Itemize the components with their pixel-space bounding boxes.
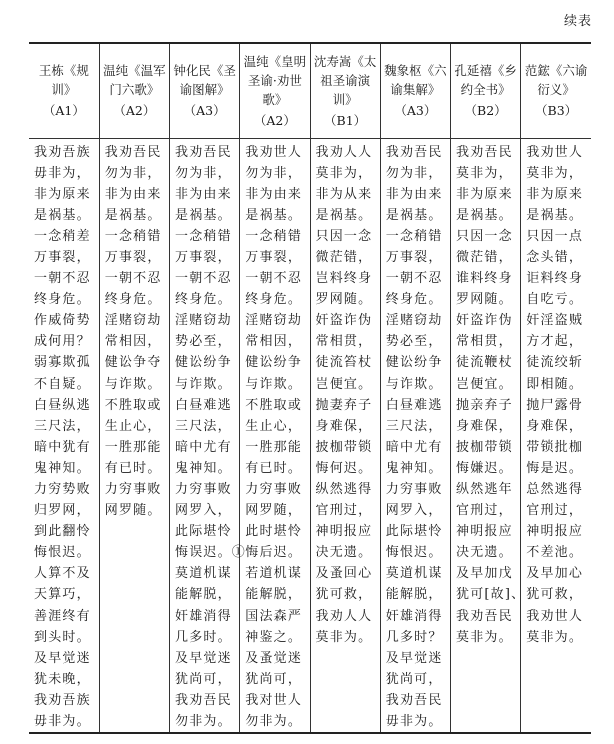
text-line: 犹尚可， — [245, 671, 303, 687]
text-line: 抛尸露骨 — [526, 397, 584, 413]
text-line: 万事裂， — [175, 249, 232, 265]
text-line: 我劝世人 — [526, 144, 584, 160]
column-code: （A1） — [42, 103, 85, 119]
text-line: 决无遗。 — [456, 545, 513, 561]
column-text — [521, 138, 591, 733]
text-line: 带锁批枷 — [526, 439, 584, 455]
text-line: 一朝不忍 — [245, 271, 303, 287]
text-line: 微茫错， — [315, 249, 373, 265]
text-line: 披枷带锁 — [315, 439, 373, 455]
text-line: 是祸基。 — [245, 207, 303, 223]
column-title: 温纯《皇明圣谕·劝世歌》 — [243, 53, 307, 107]
text-line: 官刑过， — [526, 503, 584, 519]
text-line: 力穷势败 — [34, 482, 91, 497]
text-line: 纵然逃年 — [456, 482, 513, 497]
text-line: 身难保， — [456, 418, 513, 434]
text-line: 几多时？ — [385, 629, 443, 645]
text-line: 纵然逃得 — [315, 482, 373, 497]
text-line: 白昼难逃 — [175, 397, 232, 413]
text-line: 终身危。 — [104, 292, 162, 308]
column-header — [99, 43, 169, 138]
column-header — [451, 43, 521, 138]
column-title: 孔延禧《乡约全书》 — [454, 63, 517, 98]
text-line: 一朝不忍 — [34, 271, 91, 287]
column-text — [29, 138, 99, 733]
text-line: 悔何迟。 — [315, 460, 373, 476]
text-line: 犹可救， — [526, 587, 584, 603]
text-line: 莫非为。 — [456, 629, 513, 645]
column-code: （B1） — [324, 112, 367, 128]
text-line: 与诈欺。 — [245, 376, 303, 392]
text-line: 三尺法， — [175, 418, 232, 434]
text-line: 抛亲弃子 — [456, 397, 513, 413]
text-line: 只因一点 — [526, 228, 584, 244]
text-line: 悔恨迟。 — [34, 545, 91, 561]
column-header — [170, 43, 240, 138]
text-line: 莫非为， — [315, 165, 373, 181]
column-text — [380, 138, 450, 733]
text-line: 一念稍错 — [104, 228, 162, 244]
text-line: 神明报应 — [526, 524, 584, 540]
text-line: 生止心， — [104, 418, 162, 434]
text-line: 终身危。 — [34, 292, 91, 308]
text-line: 淫赌窃劫 — [385, 313, 443, 329]
text-line: 罗网随。 — [456, 292, 513, 308]
text-line: 成何用？ — [34, 334, 91, 350]
text-line: 犹尚可， — [175, 671, 232, 687]
text-line: 不差池。 — [526, 545, 584, 561]
text-line: 势必至， — [385, 334, 443, 350]
text-line: 一胜那能 — [104, 439, 162, 455]
text-line: 一念稍错 — [245, 228, 303, 244]
text-line: 有已时。 — [245, 460, 303, 476]
text-line: 非为由来 — [385, 186, 443, 202]
text-line: 终身危。 — [175, 292, 232, 308]
text-line: 讵料终身 — [526, 271, 584, 287]
text-line: 暗中尤有 — [385, 439, 443, 455]
text-line: 是祸基。 — [526, 207, 584, 223]
comparison-table — [29, 42, 591, 734]
text-line: 国法森严 — [245, 608, 303, 624]
text-line: 健讼纷争 — [245, 355, 303, 371]
text-line: 健讼争夺 — [104, 355, 162, 371]
text-line: 一胜那能 — [245, 439, 303, 455]
column-header — [310, 43, 380, 138]
text-line: 谁料终身 — [456, 271, 513, 287]
text-line: 鬼神知。 — [385, 460, 443, 476]
text-line: 终身危。 — [245, 292, 303, 308]
text-line: 我劝人人 — [315, 608, 373, 624]
column-code: （A2） — [113, 103, 156, 119]
text-line: 官刑过， — [315, 503, 373, 519]
column-header — [380, 43, 450, 138]
text-line: 勿为非， — [385, 165, 443, 181]
text-line: 常相因， — [104, 334, 162, 350]
text-line: 徒流绞斩 — [526, 355, 584, 371]
column-title: 范鋐《六谕衍义》 — [524, 63, 588, 98]
text-line: 淫赌窃劫 — [245, 313, 303, 329]
text-line: 淫赌窃劫 — [175, 313, 232, 329]
text-line: 一朝不忍 — [175, 271, 232, 287]
text-line: 终身危。 — [385, 292, 443, 308]
text-line: 奸盗诈伪 — [315, 313, 373, 329]
text-line: 与诈欺。 — [175, 376, 232, 392]
text-line: 神明报应 — [315, 524, 373, 540]
text-line: 淫赌窃劫 — [104, 313, 162, 329]
text-line: 奸盗诈伪 — [456, 313, 513, 329]
text-line: 我劝世人 — [245, 144, 303, 160]
text-line: 鬼神知。 — [34, 460, 91, 476]
text-line: 此时堪怜 — [245, 524, 303, 540]
column-text — [451, 138, 526, 733]
text-line: 能解脱， — [385, 587, 443, 603]
text-line: 与诈欺。 — [385, 376, 443, 392]
text-line: 及早加心 — [526, 566, 584, 582]
text-line: 非为由来 — [175, 186, 232, 202]
text-line: 到头时。 — [34, 629, 91, 645]
text-line: 犹未晚， — [34, 671, 91, 687]
text-line: 即相随。 — [526, 376, 584, 392]
text-line: 奸雄消得 — [385, 608, 443, 624]
text-line: 非为原来 — [526, 186, 584, 202]
text-line: 莫非为， — [526, 165, 584, 181]
text-line: 是祸基。 — [34, 207, 91, 223]
text-line: 非为由来 — [245, 186, 303, 202]
header-row — [29, 43, 591, 138]
text-line: 及蚤回心 — [315, 566, 373, 582]
text-line: 自吃亏。 — [526, 292, 584, 308]
text-line: 身难保， — [526, 418, 584, 434]
text-line: 罗网随。 — [315, 292, 373, 308]
text-line: 三尺法， — [34, 418, 91, 434]
text-line: 奸淫盗贼 — [526, 313, 584, 329]
text-line: 非为原来 — [456, 186, 513, 202]
column-text — [240, 138, 310, 733]
text-line: 总然逃得 — [526, 482, 584, 497]
text-line: 勿非为。 — [245, 714, 303, 730]
text-line: 非为原来 — [34, 186, 91, 202]
text-line: 我劝吾民 — [456, 608, 513, 624]
text-line: 白昼难逃 — [385, 397, 443, 413]
column-title: 温纯《温军门六歌》 — [103, 63, 166, 98]
text-line: 神明报应 — [456, 524, 513, 540]
text-line: 犹尚可， — [385, 671, 443, 687]
text-line: 决无遗。 — [315, 545, 373, 561]
text-line: 悔嫌迟。 — [456, 460, 513, 476]
text-line: 岂便宜。 — [315, 376, 373, 392]
text-line: 抛妻弃子 — [315, 397, 373, 413]
text-line: 悔后迟。 — [245, 545, 303, 561]
text-line: 网罗入， — [385, 503, 443, 519]
text-line: 天算巧， — [34, 587, 91, 603]
text-line: 徒流笞杖 — [315, 355, 373, 371]
column-text — [170, 138, 247, 733]
text-line: 岂便宜。 — [456, 376, 513, 392]
text-line: 常相贯， — [315, 334, 373, 350]
text-line: 犹可[故]、 — [456, 587, 526, 603]
text-line: 力穷事败 — [175, 482, 232, 497]
text-line: 岂料终身 — [315, 271, 373, 287]
text-line: 一念稍错 — [385, 228, 443, 244]
text-line: 莫非为。 — [315, 629, 373, 645]
text-line: 悔恨迟。 — [385, 545, 443, 561]
text-line: 是祸基。 — [456, 207, 513, 223]
column-text — [99, 138, 169, 733]
text-line: 归罗网， — [34, 503, 91, 519]
text-line: 毋非为。 — [385, 714, 443, 730]
text-line: 到此翻怜 — [34, 524, 91, 540]
text-line: 及早觉迷 — [34, 650, 91, 666]
text-line: 善涯终有 — [34, 608, 91, 624]
text-line: 我劝吾族 — [34, 692, 91, 708]
text-line: 鬼神知。 — [175, 460, 232, 476]
text-line: 生止心， — [245, 418, 303, 434]
text-line: 是祸基。 — [175, 207, 232, 223]
text-line: 势必至， — [175, 334, 232, 350]
text-line: 方才起， — [526, 334, 584, 350]
column-code: （A3） — [183, 103, 226, 119]
text-line: 与诈欺。 — [104, 376, 162, 392]
text-line: 犹可救， — [315, 587, 373, 603]
text-line: 悔是迟。 — [526, 460, 584, 476]
text-line: 力穷事败 — [385, 482, 443, 497]
text-line: 我劝吾民 — [456, 144, 513, 160]
column-code: （A3） — [394, 103, 437, 119]
text-line: 我劝世人 — [526, 608, 584, 624]
text-line: 网罗随。 — [104, 503, 162, 519]
text-line: 弱寡欺孤 — [34, 355, 91, 371]
column-code: （B2） — [464, 103, 507, 119]
text-line: 万事裂， — [34, 249, 91, 265]
text-line: 勿为非， — [104, 165, 162, 181]
text-line: 非为由来 — [104, 186, 162, 202]
text-line: 能解脱， — [175, 587, 232, 603]
text-line: 网罗随， — [245, 503, 303, 519]
text-line: 常相因， — [245, 334, 303, 350]
text-line: 不胜取或 — [245, 397, 303, 413]
text-line: 身难保， — [315, 418, 373, 434]
column-header — [29, 43, 99, 138]
text-line: 我劝吾民 — [175, 144, 232, 160]
text-line: 一朝不忍 — [104, 271, 162, 287]
text-line: 健讼纷争 — [175, 355, 232, 371]
text-line: 暗中犹有 — [34, 439, 91, 455]
text-line: 悔误迟。① — [175, 545, 247, 561]
text-line: 莫道机谋 — [385, 566, 443, 582]
text-line: 是祸基。 — [315, 207, 373, 223]
text-line: 常相贯， — [456, 334, 513, 350]
text-line: 不胜取或 — [104, 397, 162, 413]
text-line: 毋非为， — [34, 165, 91, 181]
text-line: 非为从来 — [315, 186, 373, 202]
text-line: 我劝人人 — [315, 144, 373, 160]
text-line: 只因一念 — [456, 228, 513, 244]
text-line: 只因一念 — [315, 228, 373, 244]
column-title: 钟化民《圣谕图解》 — [173, 63, 236, 98]
column-title: 魏象枢《六谕集解》 — [384, 63, 447, 98]
text-line: 我对世人 — [245, 692, 303, 708]
text-line: 勿为非， — [245, 165, 303, 181]
text-line: 微茫错， — [456, 249, 513, 265]
text-line: 勿为非， — [175, 165, 232, 181]
text-line: 健讼纷争 — [385, 355, 443, 371]
text-line: 力穷事败 — [104, 482, 162, 497]
column-code: （B3） — [535, 103, 578, 119]
text-line: 一念稍差 — [34, 228, 91, 244]
text-line: 是祸基。 — [104, 207, 162, 223]
text-line: 我劝吾民 — [175, 692, 232, 708]
text-line: 三尺法， — [385, 418, 443, 434]
text-line: 我劝吾民 — [385, 144, 443, 160]
column-header — [240, 43, 310, 138]
text-line: 我劝吾民 — [104, 144, 162, 160]
text-line: 莫非为， — [456, 165, 513, 181]
text-line: 及蚤觉迷 — [245, 650, 303, 666]
column-text — [310, 138, 380, 733]
text-line: 莫非为。 — [526, 629, 584, 645]
text-line: 奸雄消得 — [175, 608, 232, 624]
text-line: 徒流鞭杖 — [456, 355, 513, 371]
text-line: 神鉴之。 — [245, 629, 303, 645]
text-line: 此际堪怜 — [175, 524, 232, 540]
column-header — [521, 43, 591, 138]
text-line: 若道机谋 — [245, 566, 303, 582]
text-line: 一朝不忍 — [385, 271, 443, 287]
text-line: 万事裂， — [104, 249, 162, 265]
text-line: 作威倚势 — [34, 313, 91, 329]
column-title: 沈寿嵩《太祖圣谕演训》 — [313, 53, 377, 107]
text-line: 是祸基。 — [385, 207, 443, 223]
text-line: 几多时。 — [175, 629, 232, 645]
text-line: 我劝吾民 — [385, 692, 443, 708]
text-line: 披枷带锁 — [456, 439, 513, 455]
text-line: 我劝吾族 — [34, 144, 91, 160]
text-line: 有已时。 — [104, 460, 162, 476]
text-line: 毋非为。 — [34, 714, 91, 730]
text-line: 一念稍错 — [175, 228, 232, 244]
text-line: 官刑过， — [456, 503, 513, 519]
text-line: 万事裂， — [245, 249, 303, 265]
text-line: 勿非为。 — [175, 714, 232, 730]
text-line: 能解脱， — [245, 587, 303, 603]
text-line: 力穷事败 — [245, 482, 303, 497]
text-line: 及早觉迷 — [385, 650, 443, 666]
text-line: 莫道机谋 — [175, 566, 232, 582]
text-line: 此际堪怜 — [385, 524, 443, 540]
column-code: （A2） — [253, 112, 296, 128]
text-line: 不自疑。 — [34, 376, 91, 392]
text-line: 人算不及 — [34, 566, 91, 582]
text-line: 万事裂， — [385, 249, 443, 265]
text-line: 暗中尤有 — [175, 439, 232, 455]
text-line: 网罗入， — [175, 503, 232, 519]
text-line: 及早加戊 — [456, 566, 513, 582]
continued-label: 续表 — [563, 14, 592, 29]
body-row — [29, 138, 591, 733]
text-line: 白昼纵逃 — [34, 397, 91, 413]
text-line: 及早觉迷 — [175, 650, 232, 666]
text-line: 念头错， — [526, 249, 584, 265]
column-title: 王栋《规训》 — [38, 63, 89, 98]
